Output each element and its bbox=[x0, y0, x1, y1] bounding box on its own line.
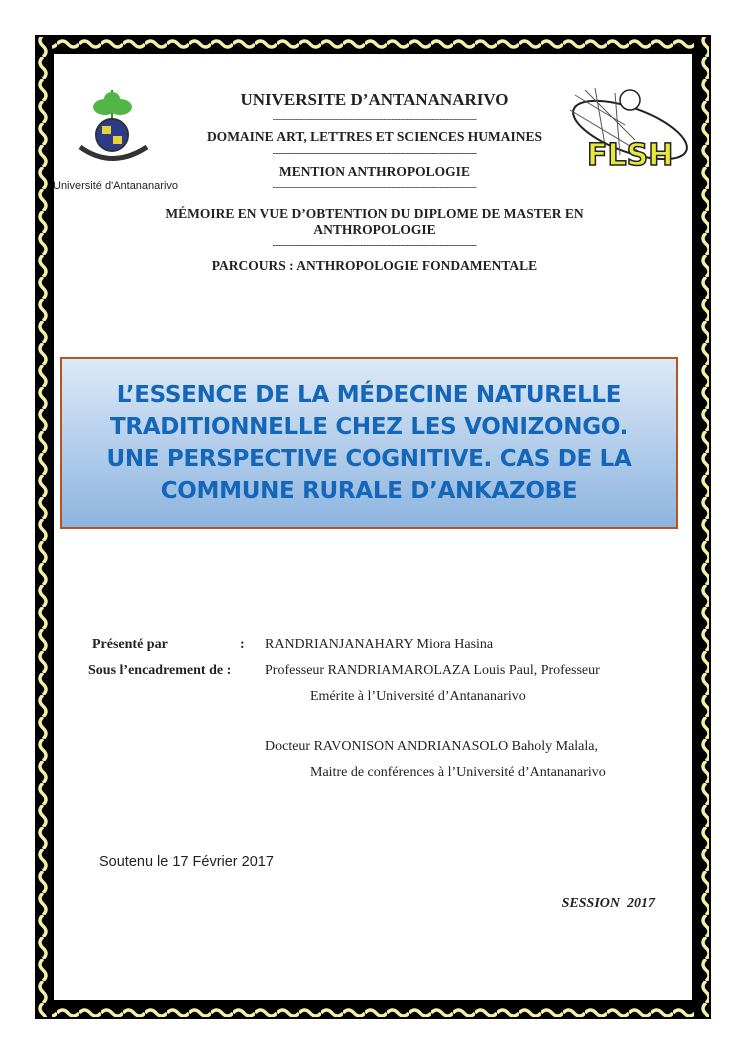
author-name: RANDRIANJANAHARY Miora Hasina bbox=[265, 637, 494, 652]
supervisor-1-line-2: Emérite à l’Université d’Antananarivo bbox=[310, 689, 526, 704]
mention-name: MENTION ANTHROPOLOGIE bbox=[279, 164, 470, 179]
separator: ------------------------------------------------------------------------ bbox=[272, 240, 477, 251]
colon: : bbox=[240, 637, 245, 652]
supervisor-1-line-1: Professeur RANDRIAMAROLAZA Louis Paul, Professeur bbox=[265, 663, 600, 678]
presented-label: Présenté par bbox=[92, 637, 168, 652]
memoire-line-1: MÉMOIRE EN VUE D’OBTENTION DU DIPLOME DE MASTER EN bbox=[165, 206, 584, 221]
svg-text:FLSH: FLSH bbox=[587, 138, 674, 173]
supervisor-2-line-1: Docteur RAVONISON ANDRIANASOLO Baholy Malala, bbox=[265, 739, 598, 754]
thesis-title-box bbox=[60, 357, 678, 529]
separator: ------------------------------------------------------------------------ bbox=[272, 182, 477, 193]
title-line: COMMUNE RURALE D’ANKAZOBE bbox=[160, 478, 578, 504]
university-logo-caption: Université d'Antananarivo bbox=[53, 180, 179, 192]
domain-name: DOMAINE ART, LETTRES ET SCIENCES HUMAINES bbox=[206, 129, 543, 144]
supervisor-2-line-2: Maitre de conférences à l’Université d’Antananarivo bbox=[310, 765, 606, 780]
session-year: SESSION 2017 bbox=[561, 896, 655, 911]
defense-date: Soutenu le 17 Février 2017 bbox=[99, 854, 274, 870]
separator: ------------------------------------------------------------------------ bbox=[272, 114, 477, 125]
parcours: PARCOURS : ANTHROPOLOGIE FONDAMENTALE bbox=[211, 258, 538, 273]
title-line: L’ESSENCE DE LA MÉDECINE NATURELLE bbox=[116, 382, 622, 408]
title-line: UNE PERSPECTIVE COGNITIVE. CAS DE LA bbox=[106, 446, 632, 472]
separator: ------------------------------------------------------------------------ bbox=[272, 148, 477, 159]
supervision-label: Sous l’encadrement de : bbox=[88, 663, 232, 678]
university-name: UNIVERSITE D’ANTANANARIVO bbox=[240, 90, 509, 109]
title-line: TRADITIONNELLE CHEZ LES VONIZONGO. bbox=[109, 414, 629, 440]
memoire-line-2: ANTHROPOLOGIE bbox=[313, 222, 436, 237]
